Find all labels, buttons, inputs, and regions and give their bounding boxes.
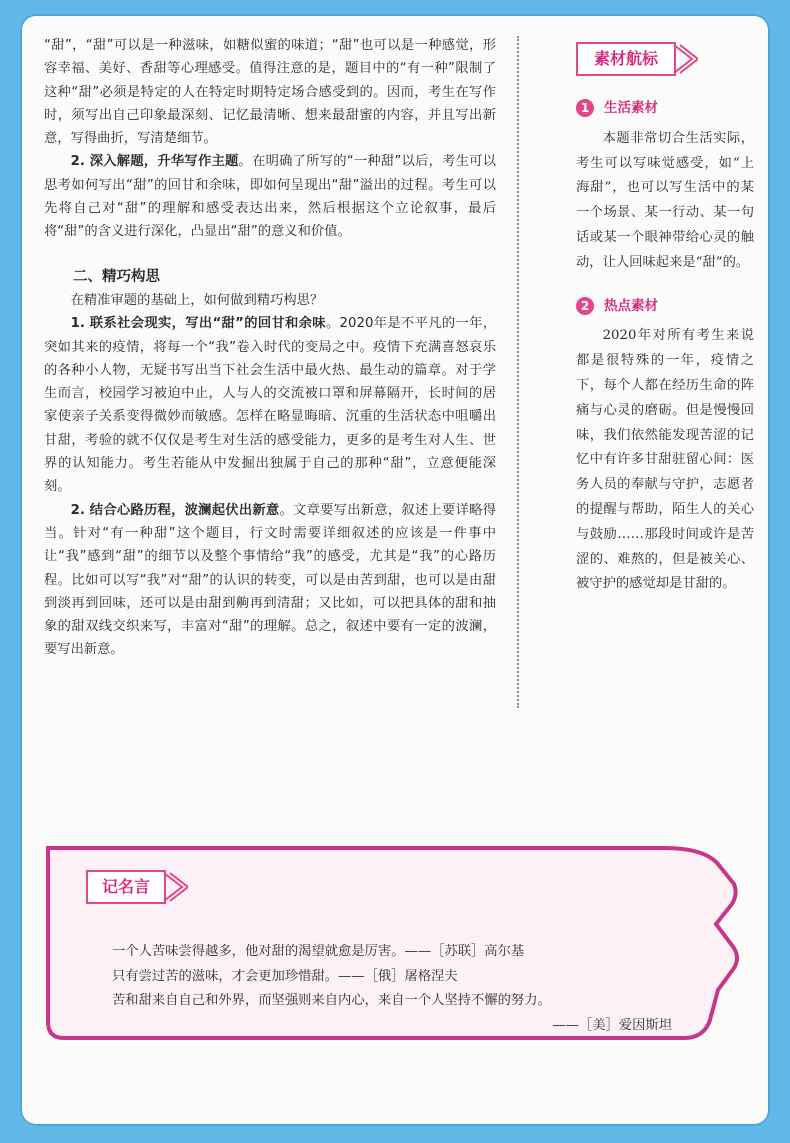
quote-1: 一个人苦味尝得越多，他对甜的渴望就愈是厉害。——［苏联］高尔基 bbox=[112, 944, 525, 959]
paragraph-4-heading: 1. 联系社会现实，写出“甜”的回甘和余味 bbox=[70, 316, 326, 332]
quotes-tag-label: 记名言 bbox=[86, 870, 166, 904]
number-badge-2: 2 bbox=[576, 297, 594, 315]
paragraph-4 bbox=[44, 312, 496, 498]
paragraph-5 bbox=[44, 499, 496, 662]
page bbox=[20, 14, 770, 1126]
paragraph-3: 在精准审题的基础上，如何做到精巧构思？ bbox=[70, 292, 324, 308]
paragraph-5-heading: 2. 结合心路历程，波澜起伏出新意 bbox=[70, 502, 280, 518]
column-divider bbox=[517, 36, 519, 708]
sidebar-tag bbox=[576, 42, 696, 78]
tag-arrow-icon bbox=[162, 870, 188, 904]
main-column bbox=[44, 34, 496, 662]
paragraph-2 bbox=[44, 150, 496, 243]
life-material-text: 本题非常切合生活实际，考生可以写味觉感受，如“上海甜”，也可以写生活中的某一个场景、某一行动、某一句话或某一个眼神带给心灵的触动，让人回味起来是“甜”的。 bbox=[576, 130, 754, 270]
section-heading: 二、精巧构思 bbox=[73, 268, 160, 285]
hot-material-text: 2020年对所有考生来说都是很特殊的一年，疫情之下，每个人都在经历生命的阵痛与心灵的磨砺。但是慢慢回味，我们依然能发现苦涩的记忆中有许多甘甜驻留心间：医务人员的奉献与守护，志愿者的提醒与帮助，陌生人的关心与鼓励……那段时间或许是苦涩的、难熬的，但是被关心、被守护的感觉却是甘甜的。 bbox=[576, 328, 754, 592]
quotes-list bbox=[112, 940, 672, 1038]
life-material-heading bbox=[576, 96, 754, 121]
paragraph-2-text: 。在明确了所写的“一种甜”以后，考生可以思考如何写出“甜”的回甘和余味，即如何呈现出“甜”溢出的过程。考生可以先将自己对“甜”的理解和感受表达出来，然后根据这个立论叙事，最后将“甜”的含义进行深化，凸显出“甜”的意义和价值。 bbox=[44, 154, 497, 240]
paragraph-2-heading: 2. 深入解题，升华写作主题 bbox=[70, 154, 239, 170]
quote-3: 苦和甜来自自己和外界，而坚强则来自内心，来自一个人坚持不懈的努力。 bbox=[112, 993, 551, 1008]
hot-material-title: 热点素材 bbox=[604, 297, 658, 314]
paragraph-1: “甜”，“甜”可以是一种滋味，如糖似蜜的味道；“甜”也可以是一种感觉，形容幸福、美好、香甜等心理感受。值得注意的是，题目中的“有一种”限制了这种“甜”必须是特定的人在特定时期特定场合感受到的。因而，考生在写作时，须写出自己印象最深刻、记忆最清晰、想来最甜蜜的内容，并且写出新意，写得曲折，写清楚细节。 bbox=[44, 38, 496, 147]
quotes-box bbox=[44, 844, 740, 1042]
paragraph-4-text: 。2020年是不平凡的一年，突如其来的疫情，将每一个“我”卷入时代的变局之中。疫情下充满喜怒哀乐的各种小人物，无疑书写出当下社会生活中最火热、最生动的篇章。对于学生而言，校园学习被迫中止，人与人的交流被口罩和屏幕隔开，长时间的居家使亲子关系变得微妙而敏感。怎样在略显晦暗、沉重的生活状态中咀嚼出甘甜，考验的就不仅仅是考生对生活的感受能力，更多的是考生对人生、世界的认知能力。考生若能从中发掘出独属于自己的那种“甜”，立意便能深刻。 bbox=[44, 316, 496, 495]
quote-2: 只有尝过苦的滋味，才会更加珍惜甜。——［俄］屠格涅夫 bbox=[112, 968, 458, 984]
sidebar-tag-label: 素材航标 bbox=[576, 42, 676, 76]
paragraph-5-text: 。文章要写出新意，叙述上要详略得当。针对“有一种甜”这个题目，行文时需要详细叙述的应该是一件事中让“我”感到“甜”的细节以及整个事情给“我”的感受，尤其是“我”的心路历程。比如可以写“我”对“甜”的认识的转变，可以是由苦到甜，也可以是由甜到淡再到回味，还可以是由甜到齁再到清甜；又比如，可以把具体的甜和抽象的甜双线交织来写，丰富对“甜”的理解。总之，叙述中要有一定的波澜，要写出新意。 bbox=[44, 502, 496, 658]
quote-3-author: ——［美］爱因斯坦 bbox=[552, 1017, 672, 1033]
hot-material-heading bbox=[576, 294, 754, 319]
number-badge-1: 1 bbox=[576, 99, 594, 117]
life-material-title: 生活素材 bbox=[604, 100, 658, 116]
tag-arrow-icon bbox=[672, 42, 698, 76]
quotes-tag bbox=[86, 870, 206, 906]
sidebar bbox=[576, 42, 754, 597]
